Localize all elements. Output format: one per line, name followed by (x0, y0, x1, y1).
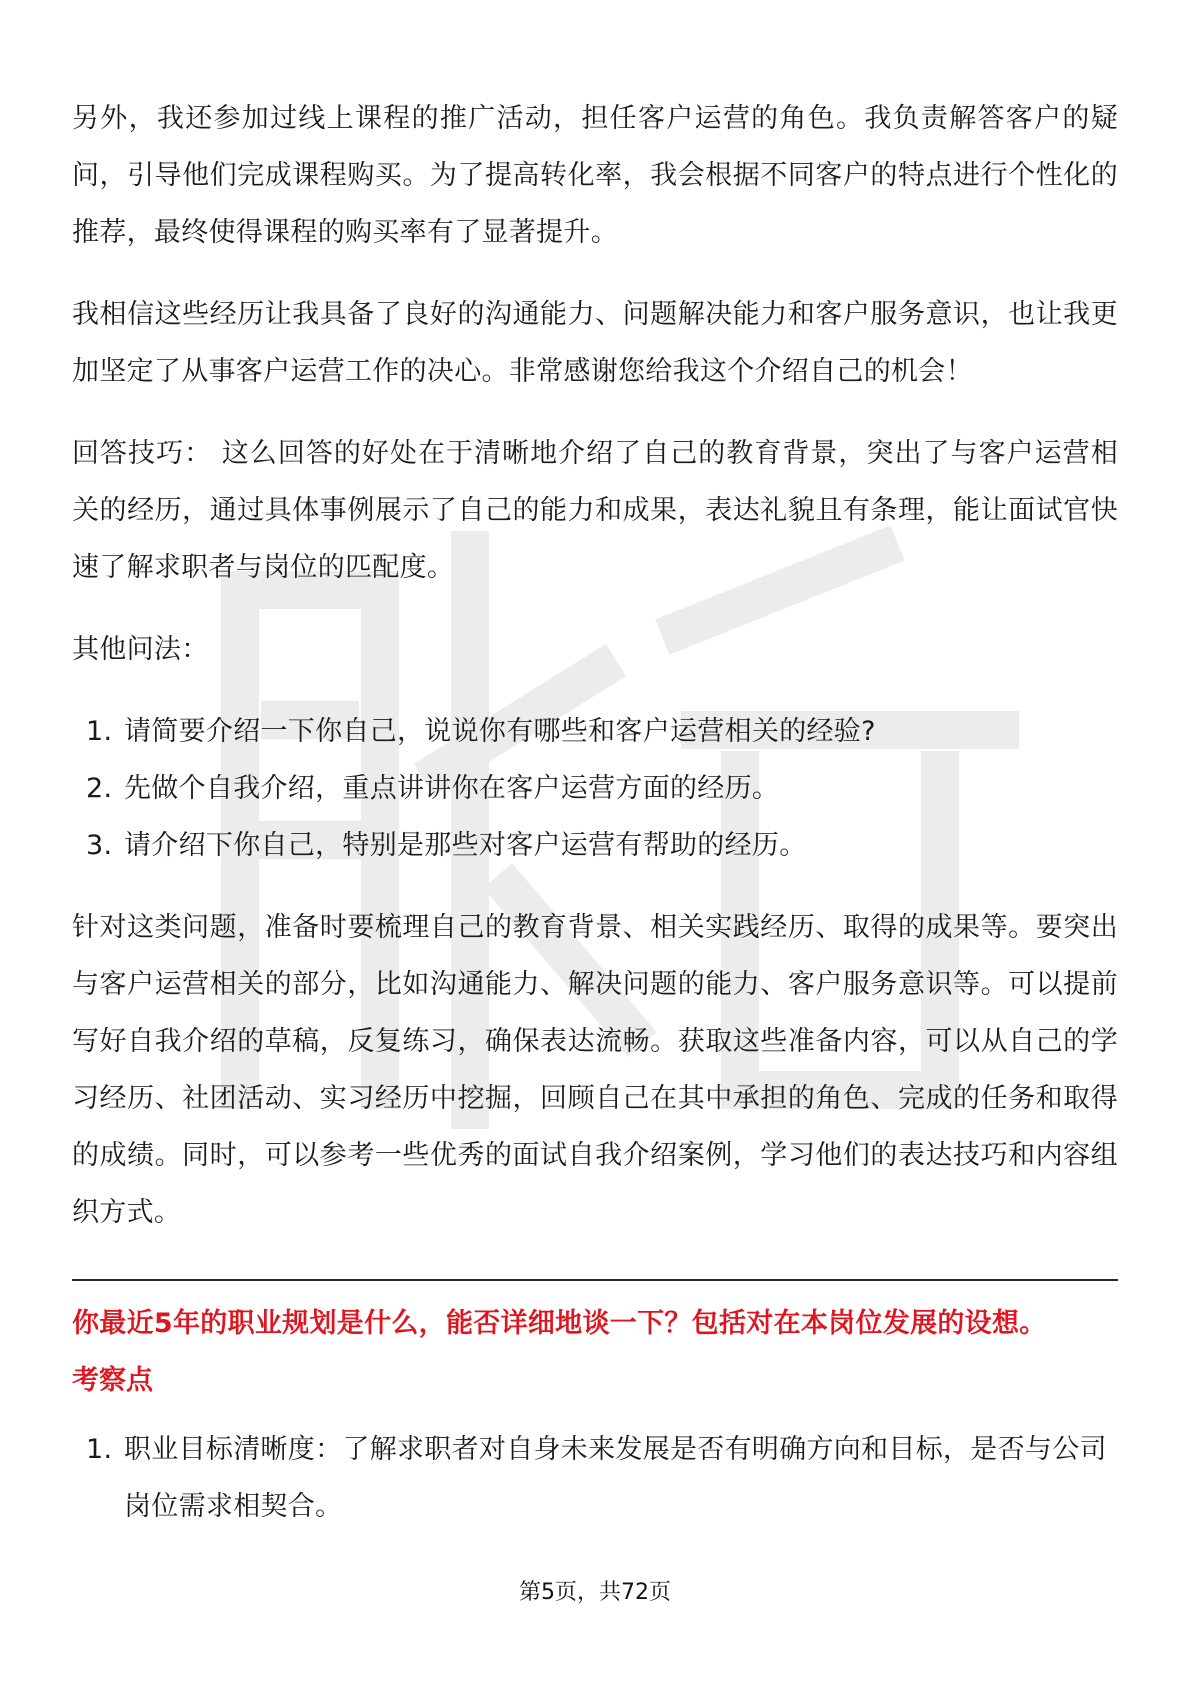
paragraph-advice: 针对这类问题，准备时要梳理自己的教育背景、相关实践经历、取得的成果等。要突出与客户运营相关的部分，比如沟通能力、解决问题的能力、客户服务意识等。可以提前写好自我介绍的草稿，反复练习，确保表达流畅。获取这些准备内容，可以从自己的学习经历、社团活动、实习经历中挖掘，回顾自己在其中承担的角色、完成的任务和取得的成绩。同时，可以参考一些优秀的面试自我介绍案例，学习他们的表达技巧和内容组织方式。 (72, 912, 1118, 1228)
list-item-text: 职业目标清晰度：了解求职者对自身未来发展是否有明确方向和目标，是否与公司岗位需求相契合。 (124, 1434, 1107, 1522)
assessment-points-heading: 考察点 (72, 1365, 153, 1396)
list-item (72, 703, 1118, 760)
paragraph-online-course: 另外，我还参加过线上课程的推广活动，担任客户运营的角色。我负责解答客户的疑问，引导他们完成课程购买。为了提高转化率，我会根据不同客户的特点进行个性化的推荐，最终使得课程的购买率有了显著提升。 (72, 103, 1118, 248)
other-questions-label: 其他问法： (72, 634, 209, 665)
list-item-text: 先做个自我介绍，重点讲讲你在客户运营方面的经历。 (124, 773, 780, 804)
page-number-footer: 第5页，共72页 (519, 1580, 671, 1605)
list-item-text: 请简要介绍一下你自己，说说你有哪些和客户运营相关的经验? (124, 716, 876, 747)
assessment-points-list (72, 1421, 1118, 1535)
list-number: 3. (86, 830, 113, 861)
document-page (72, 90, 1118, 1560)
list-number: 2. (86, 773, 113, 804)
question-heading: 你最近5年的职业规划是什么，能否详细地谈一下？包括对在本岗位发展的设想。 (72, 1308, 1047, 1339)
other-questions-list (72, 703, 1118, 874)
paragraph-answer-tips: 回答技巧： 这么回答的好处在于清晰地介绍了自己的教育背景，突出了与客户运营相关的经历，通过具体事例展示了自己的能力和成果，表达礼貌且有条理，能让面试官快速了解求职者与岗位的匹配度。 (72, 438, 1118, 583)
list-number: 1. (86, 1434, 113, 1465)
list-item-text: 请介绍下你自己，特别是那些对客户运营有帮助的经历。 (124, 830, 807, 861)
paragraph-conclusion: 我相信这些经历让我具备了良好的沟通能力、问题解决能力和客户服务意识，也让我更加坚定了从事客户运营工作的决心。非常感谢您给我这个介绍自己的机会！ (72, 299, 1118, 387)
list-item (72, 760, 1118, 817)
list-item (72, 1421, 1118, 1535)
section-divider (72, 1279, 1118, 1281)
list-item (72, 817, 1118, 874)
list-number: 1. (86, 716, 113, 747)
